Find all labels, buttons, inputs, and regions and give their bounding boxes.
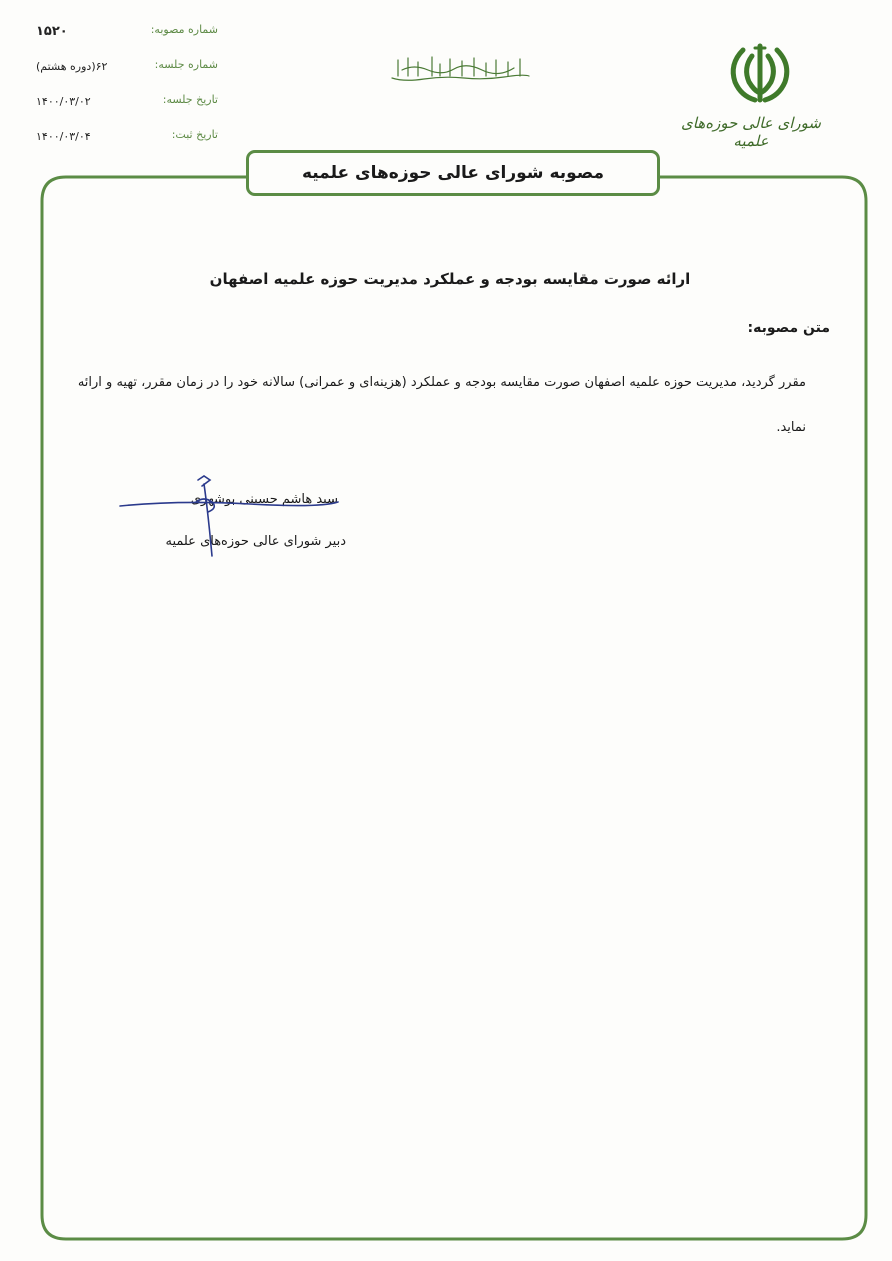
session-date-label: تاریخ جلسه: (162, 93, 218, 106)
document-subject: ارائه صورت مقایسه بودجه و عملکرد مدیریت حوزه علمیه اصفهان (209, 270, 691, 288)
registration-date-value: ۱۴۰۰/۰۳/۰۴ (36, 130, 91, 143)
title-box (246, 150, 660, 196)
signatory-title: دبیر شورای عالی حوزه‌های علمیه (165, 534, 346, 549)
approval-body-text: مقرر گردید، مدیریت حوزه علمیه اصفهان صورت مقایسه بودجه و عملکرد (هزینه‌ای و عمرانی) سالانه خود را در زمان مقرر، تهیه و ارائه نماید. (77, 375, 806, 435)
session-no-label: شماره جلسه: (154, 58, 218, 71)
signatory-name: سید هاشم حسینی بوشهری (190, 492, 338, 507)
approval-text-label: متن مصوبه: (747, 320, 830, 336)
document-title: مصوبه شورای عالی حوزه‌های علمیه (301, 163, 605, 183)
council-name: شورای عالی حوزه‌های علمیه (681, 114, 821, 150)
session-date-value: ۱۴۰۰/۰۳/۰۲ (36, 95, 91, 108)
approval-no-label: شماره مصوبه: (150, 23, 218, 36)
session-no-value: ۶۲(دوره هشتم) (36, 60, 108, 73)
registration-date-label: تاریخ ثبت: (171, 128, 218, 141)
approval-no-value: ۱۵۲۰ (36, 24, 68, 39)
handwritten-signature (100, 472, 350, 562)
